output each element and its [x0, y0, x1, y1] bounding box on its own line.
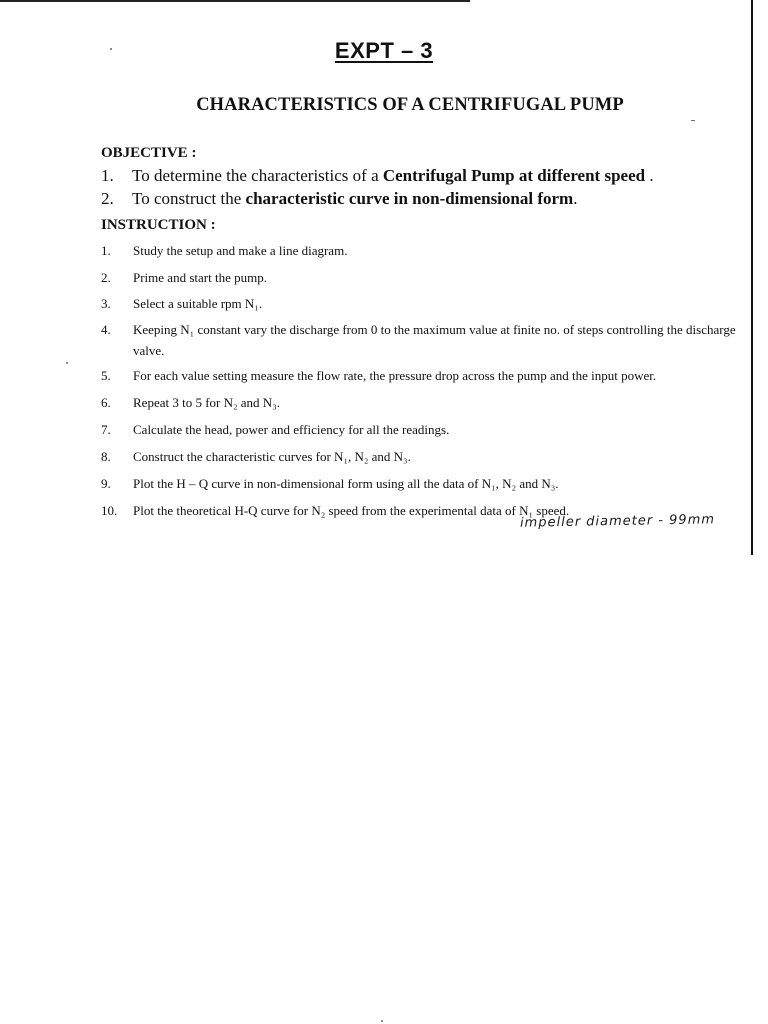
instruction-number: 10.: [101, 503, 118, 518]
scan-speck: [381, 1020, 383, 1022]
objective-plain-text: To determine the characteristics of a: [132, 166, 383, 185]
instruction-text: Plot the H – Q curve in non-dimensional form using all the data of N₁, N₂ and N₃.: [133, 476, 559, 491]
right-margin-line: [751, 0, 753, 555]
instruction-text: Study the setup and make a line diagram.: [133, 243, 348, 258]
instruction-list: [101, 240, 741, 521]
document-title: CHARACTERISTICS OF A CENTRIFUGAL PUMP: [196, 95, 624, 115]
instruction-text: For each value setting measure the flow rate, the pressure drop across the pump and the input power.: [133, 368, 657, 383]
objective-tail-text: .: [573, 189, 578, 208]
objective-bold-text: Centrifugal Pump at different speed: [382, 166, 646, 185]
instruction-number: 5.: [101, 368, 111, 383]
instruction-text: Construct the characteristic curves for N₁, N₂ and N₃.: [133, 449, 411, 464]
instruction-text: Keeping N₁ constant vary the discharge from 0 to the maximum value at finite no. of steps controlling the discharge valve.: [133, 322, 736, 358]
instruction-text: Select a suitable rpm N₁.: [133, 296, 263, 311]
objective-number: 2.: [101, 189, 114, 208]
instruction-item: [101, 267, 741, 288]
scan-speck: [691, 120, 695, 121]
instruction-item: [101, 319, 741, 361]
objective-heading: OBJECTIVE :: [101, 145, 197, 161]
instruction-item: [101, 392, 741, 413]
objective-text: [132, 187, 577, 210]
top-border-line: [0, 0, 470, 2]
instruction-text: Plot the theoretical H-Q curve for N₂ speed from the experimental data of N₁ speed.: [133, 503, 570, 518]
instruction-number: 6.: [101, 395, 111, 410]
instruction-number: 8.: [101, 449, 111, 464]
handwritten-note: impeller diameter - 99mm: [519, 512, 716, 531]
instruction-item: [101, 446, 741, 467]
instruction-item: [101, 365, 741, 386]
scan-speck: [110, 48, 112, 50]
instruction-text: Repeat 3 to 5 for N₂ and N₃.: [133, 395, 280, 410]
instruction-item: [101, 240, 741, 261]
objective-tail-text: .: [645, 166, 654, 185]
instruction-text: Calculate the head, power and efficiency for all the readings.: [133, 422, 450, 437]
objective-number: 1.: [101, 166, 114, 185]
objective-plain-text: To construct the: [132, 189, 246, 208]
instruction-item: [101, 293, 741, 314]
instruction-number: 3.: [101, 296, 111, 311]
instruction-number: 1.: [101, 243, 111, 258]
instruction-heading: INSTRUCTION :: [101, 217, 216, 233]
instruction-text: Prime and start the pump.: [133, 270, 267, 285]
instruction-number: 7.: [101, 422, 111, 437]
objective-bold-text: characteristic curve in non-dimensional form: [245, 189, 574, 208]
objective-text: [132, 164, 654, 187]
instruction-number: 2.: [101, 270, 111, 285]
instruction-item: [101, 473, 741, 494]
instruction-item: [101, 419, 741, 440]
instruction-number: 9.: [101, 476, 111, 491]
instruction-number: 4.: [101, 322, 111, 337]
scan-speck: [66, 362, 68, 364]
experiment-number: EXPT – 3: [334, 38, 434, 63]
